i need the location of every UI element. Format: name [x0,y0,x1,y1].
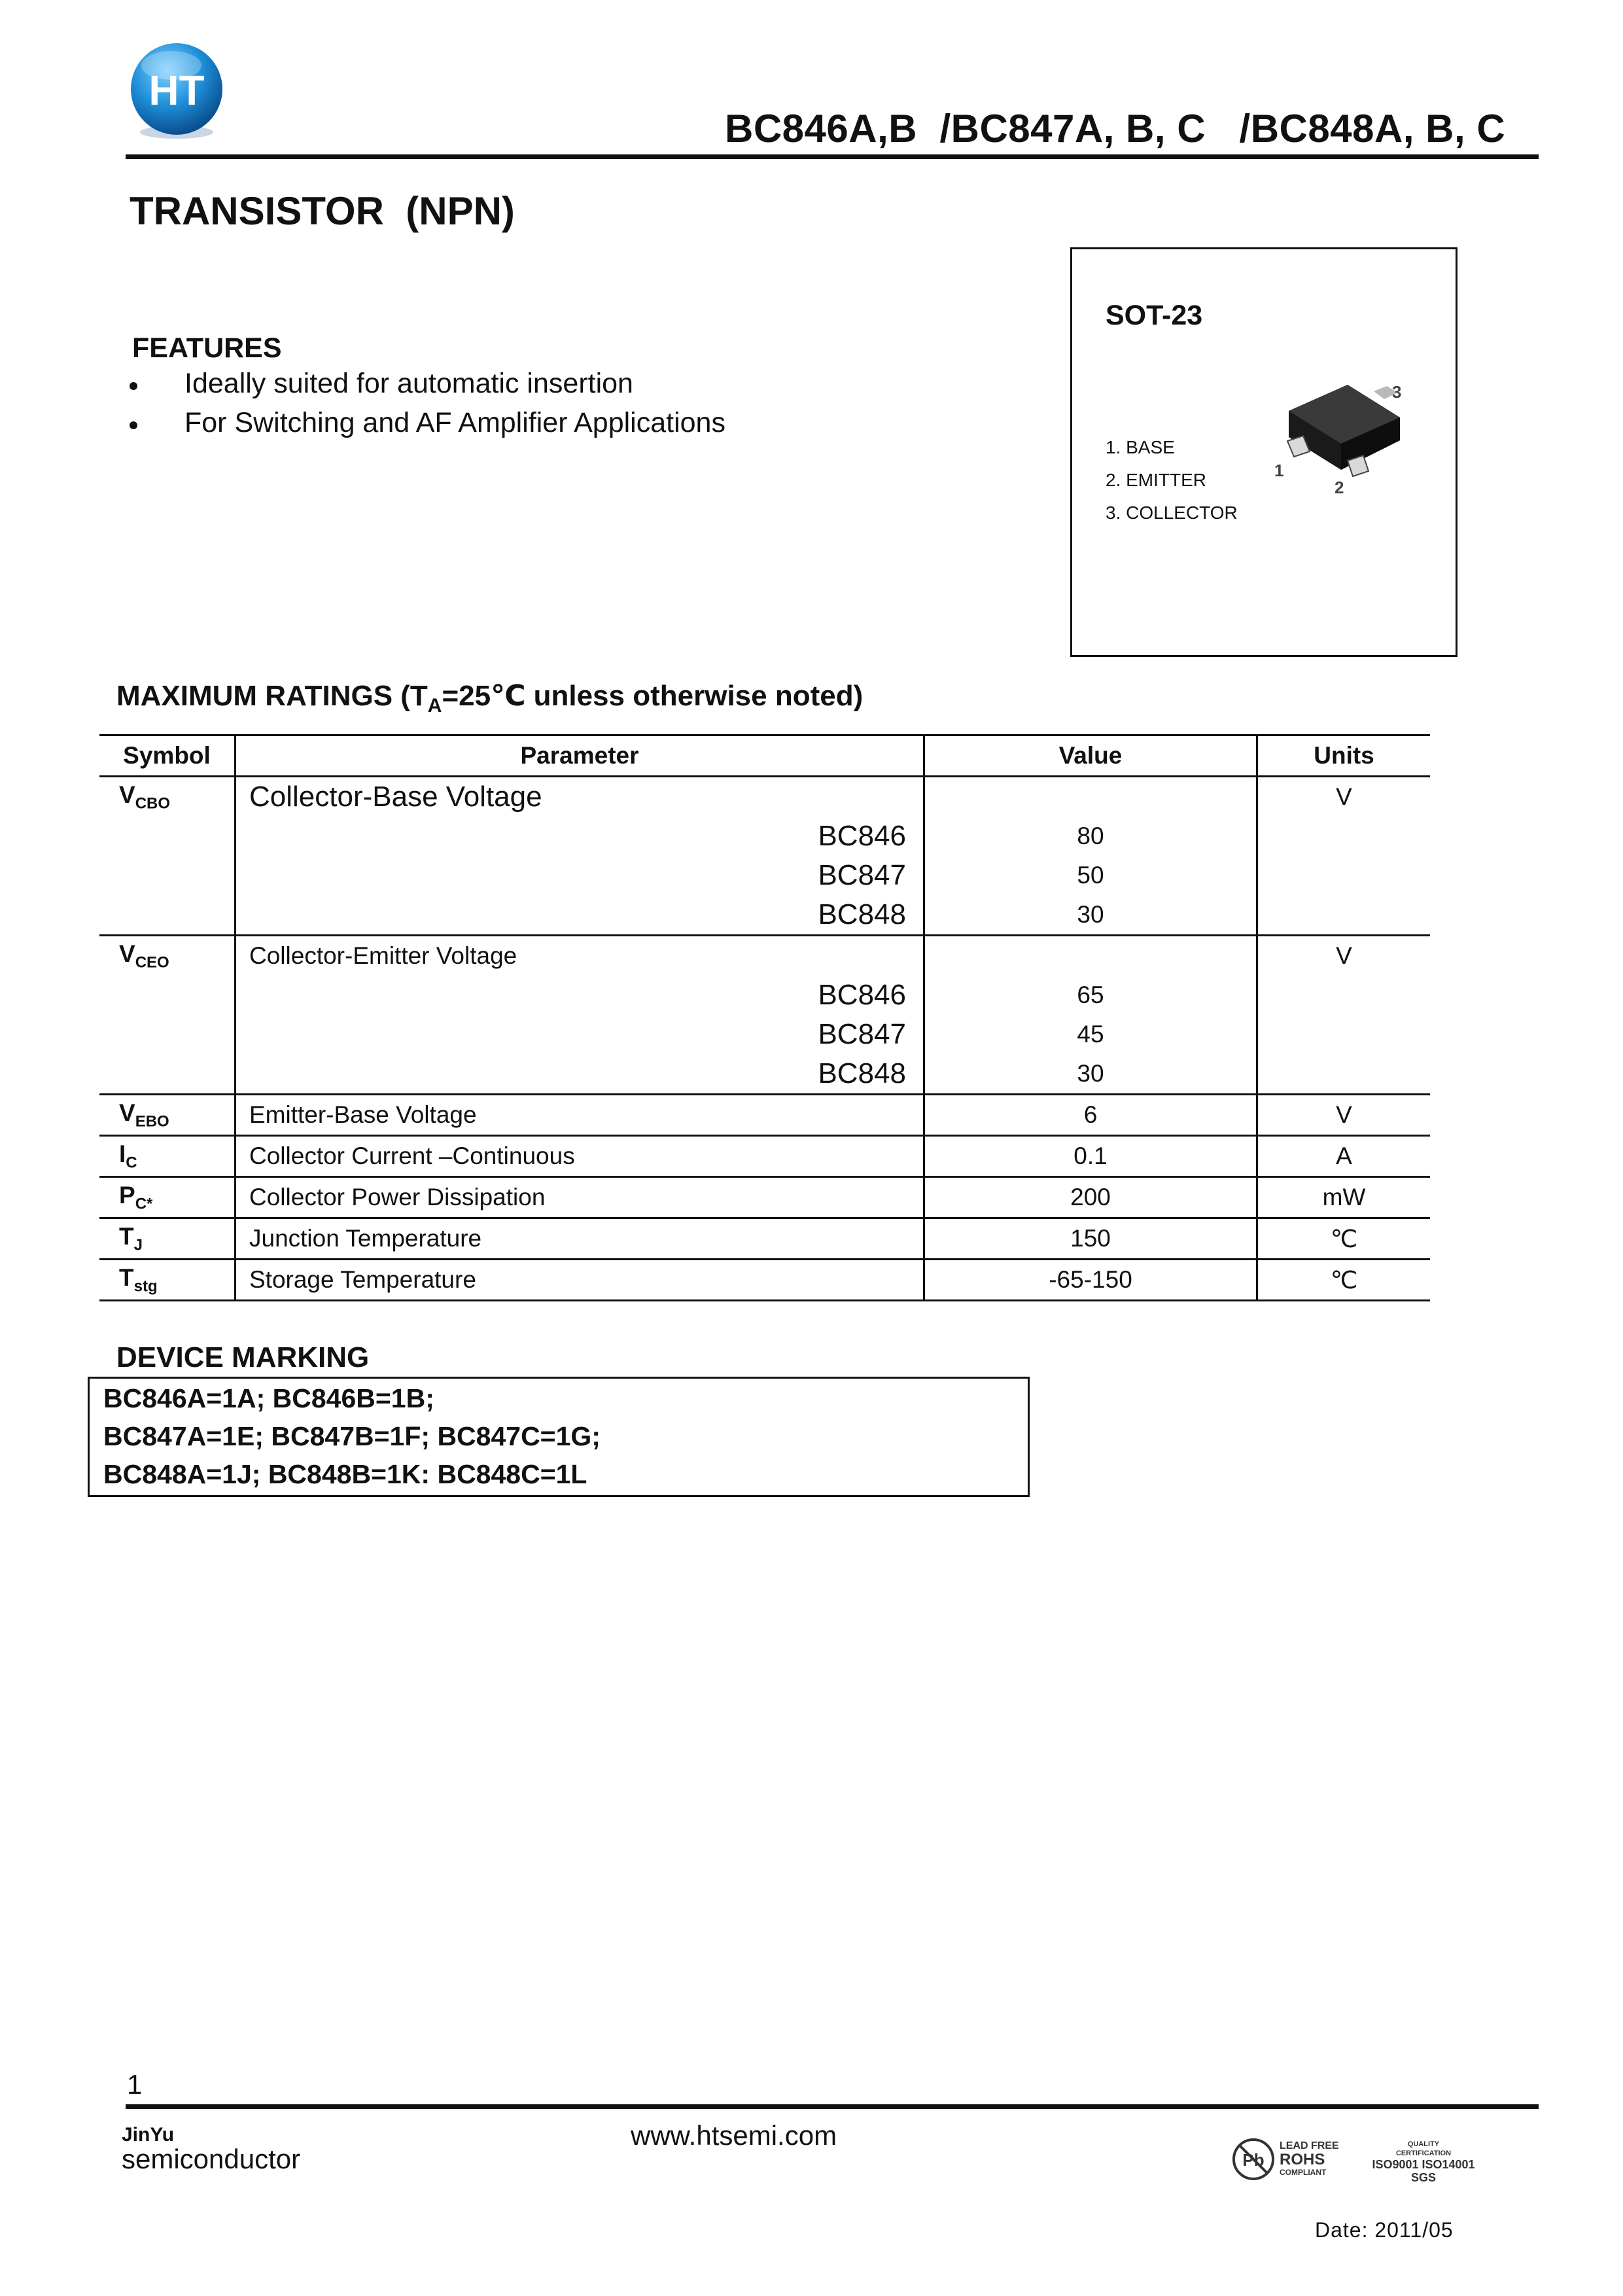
symbol-cell [99,1260,236,1301]
ratings-heading-sub: A [427,694,442,716]
table-row [99,976,1430,1015]
company-name: JinYu [122,2124,175,2146]
col-units: Units [1257,735,1431,777]
document-date: Date: 2011/05 [1315,2218,1454,2242]
lead-free-text: LEAD FREE [1280,2140,1339,2151]
logo-text: HT [148,67,205,114]
company-logo [126,41,228,143]
variant-cell: BC848 [236,895,924,936]
unit-cell: V [1336,942,1352,969]
value-cell: 30 [924,1054,1257,1095]
ratings-heading-prefix: MAXIMUM RATINGS (T [116,680,428,712]
parameter-cell: Junction Temperature [236,1218,924,1260]
unit-cell: ℃ [1257,1260,1431,1301]
table-row [99,1177,1430,1218]
col-value: Value [924,735,1257,777]
value-cell: 50 [924,856,1257,895]
marking-line: BC846A=1A; BC846B=1B; [103,1383,434,1413]
ratings-header-row [99,735,1430,777]
marking-line: BC848A=1J; BC848B=1K: BC848C=1L [103,1459,587,1489]
parameter-cell: Collector Power Dissipation [236,1177,924,1218]
symbol-cell [99,895,236,936]
unit-cell [1257,817,1431,856]
symbol-sub: J [133,1236,143,1254]
website-link[interactable]: www.htsemi.com [631,2120,837,2151]
header-rule [126,154,1539,159]
symbol-sub: EBO [135,1112,169,1131]
pin-label-emitter: 2. EMITTER [1106,470,1207,490]
symbol-cell [99,1218,236,1260]
table-row [99,895,1430,936]
symbol-main: V [119,1099,135,1126]
symbol-cell [99,976,236,1015]
symbol-cell [99,1177,236,1218]
symbol-main: T [119,1222,134,1250]
unit-cell [1257,895,1431,936]
certification-logo [1230,2134,1505,2185]
symbol-cell [99,817,236,856]
table-row [99,1095,1430,1136]
variant-cell: BC847 [236,856,924,895]
symbol-sub: stg [133,1277,158,1296]
bullet-icon [130,382,137,390]
symbol-main: I [119,1140,126,1167]
table-row [99,817,1430,856]
company-sub: semiconductor [122,2144,301,2174]
table-row [99,1218,1430,1260]
pin-number-2: 2 [1335,478,1344,496]
table-row [99,1136,1430,1177]
footer-rule [126,2104,1539,2109]
col-symbol: Symbol [99,735,236,777]
variant-cell: BC847 [236,1015,924,1054]
symbol-cell [99,1054,236,1095]
pin-label-base: 1. BASE [1106,437,1175,457]
unit-cell [1257,1054,1431,1095]
unit-cell: V [1336,783,1352,810]
symbol-main: P [119,1181,135,1209]
symbol-sub: C* [135,1195,153,1213]
table-row [99,936,1430,976]
unit-cell: ℃ [1257,1218,1431,1260]
parameter-cell: Collector-Emitter Voltage [236,936,924,976]
symbol-main: V [119,940,135,967]
unit-cell [1257,976,1431,1015]
col-parameter: Parameter [236,735,924,777]
table-row [99,1015,1430,1054]
ratings-table [99,734,1430,1301]
value-cell [924,777,1257,817]
unit-cell [1257,1015,1431,1054]
feature-text: Ideally suited for automatic insertion [184,368,633,399]
sgs-text: SGS [1410,2171,1437,2184]
pin-number-3: 3 [1392,382,1402,402]
sot23-package-icon [1269,378,1420,496]
package-name: SOT-23 [1106,300,1203,331]
variant-cell: BC848 [236,1054,924,1095]
table-row [99,856,1430,895]
value-cell: 65 [924,976,1257,1015]
value-cell: 6 [924,1095,1257,1136]
parameter-cell: Collector-Base Voltage [236,777,924,817]
quality-text: QUALITY [1407,2140,1440,2148]
pin-label-collector: 3. COLLECTOR [1106,503,1238,523]
symbol-cell [99,1015,236,1054]
value-cell: 150 [924,1218,1257,1260]
table-row [99,1260,1430,1301]
feature-text: For Switching and AF Amplifier Applications [184,407,725,438]
ratings-heading-suffix: =25℃ unless otherwise noted) [442,680,864,712]
variant-cell: BC846 [236,817,924,856]
value-cell: 30 [924,895,1257,936]
symbol-cell [99,1095,236,1136]
certification-text: CERTIFICATION [1395,2149,1452,2157]
unit-cell: V [1257,1095,1431,1136]
value-cell: -65-150 [924,1260,1257,1301]
table-row [99,1054,1430,1095]
page-number: 1 [127,2069,143,2100]
symbol-main: T [119,1263,134,1291]
document-subtitle: TRANSISTOR (NPN) [130,189,515,233]
symbol-cell [99,777,236,817]
variant-cell: BC846 [236,976,924,1015]
symbol-cell [99,1136,236,1177]
iso-text: ISO9001 ISO14001 [1372,2158,1475,2171]
unit-cell [1257,856,1431,895]
marking-heading: DEVICE MARKING [116,1341,370,1373]
pin-number-1: 1 [1274,461,1284,480]
symbol-sub: CBO [135,794,171,813]
symbol-sub: CEO [135,953,169,972]
parameter-cell: Emitter-Base Voltage [236,1095,924,1136]
bullet-icon [130,421,137,429]
symbol-sub: C [126,1154,137,1172]
unit-cell: A [1257,1136,1431,1177]
document-title: BC846A,B /BC847A, B, C /BC848A, B, C [725,107,1506,150]
symbol-cell [99,856,236,895]
parameter-cell: Storage Temperature [236,1260,924,1301]
symbol-cell [99,936,236,976]
value-cell: 80 [924,817,1257,856]
compliant-text: COMPLIANT [1280,2168,1327,2177]
parameter-cell: Collector Current –Continuous [236,1136,924,1177]
rohs-text: ROHS [1280,2151,1325,2168]
value-cell: 200 [924,1177,1257,1218]
pb-text: Pb [1242,2150,1265,2170]
symbol-main: V [119,781,135,808]
marking-line: BC847A=1E; BC847B=1F; BC847C=1G; [103,1421,601,1451]
unit-cell: mW [1257,1177,1431,1218]
value-cell: 45 [924,1015,1257,1054]
value-cell [924,936,1257,976]
features-heading: FEATURES [132,332,282,364]
value-cell: 0.1 [924,1136,1257,1177]
ratings-heading [116,679,863,717]
table-row [99,777,1430,817]
